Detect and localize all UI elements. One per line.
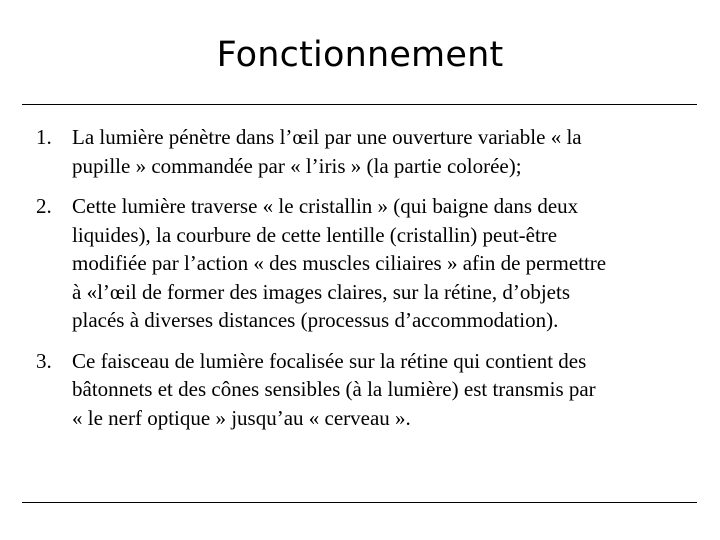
- bottom-divider: [22, 502, 697, 503]
- list-item-text-line: La lumière pénètre dans l’œil par une ouverture variable « la: [72, 125, 582, 149]
- list-item-text-line: « le nerf optique » jusqu’au « cerveau ».: [72, 405, 411, 430]
- list-item-text-line: Ce faisceau de lumière focalisée sur la rétine qui contient des: [72, 348, 587, 373]
- list-item-number: 2.: [36, 194, 52, 218]
- list-item: [36, 347, 700, 433]
- list-item-text-line: liquides), la courbure de cette lentille (cristallin) peut-être: [72, 222, 558, 247]
- list-item-number: 1.: [36, 125, 52, 149]
- list-item-text-line: modifiée par l’action « des muscles ciliaires » afin de permettre: [72, 251, 607, 275]
- list-item-number: 3.: [36, 348, 52, 373]
- list-item-text-line: pupille » commandée par « l’iris » (la partie colorée);: [72, 153, 522, 178]
- top-divider: [22, 104, 697, 105]
- slide-title: Fonctionnement: [216, 35, 504, 75]
- list-item-text-line: Cette lumière traverse « le cristallin » (qui baigne dans deux: [72, 194, 579, 218]
- list-item: [36, 123, 700, 180]
- list-item: [36, 192, 700, 335]
- list-item-text-line: à «l’œil de former des images claires, sur la rétine, d’objets: [72, 279, 570, 304]
- numbered-list: [36, 123, 700, 432]
- list-item-text-line: placés à diverses distances (processus d’accommodation).: [72, 308, 559, 332]
- list-item-text-line: bâtonnets et des cônes sensibles (à la lumière) est transmis par: [72, 377, 596, 401]
